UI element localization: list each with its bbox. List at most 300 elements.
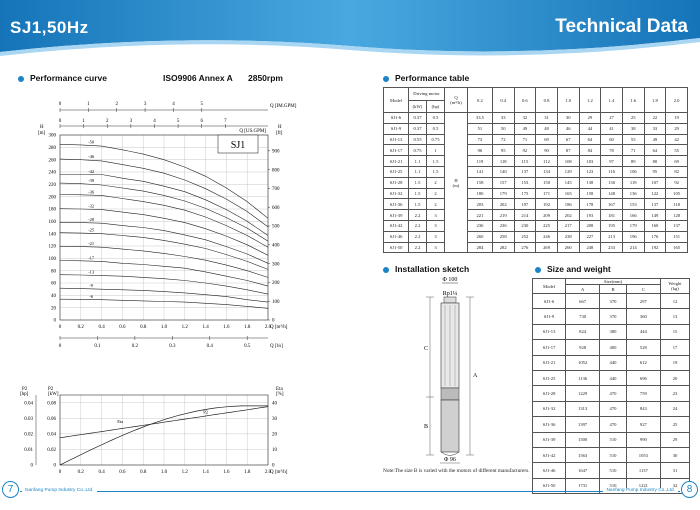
kw-cell: 0.37 <box>409 113 427 124</box>
table-row <box>384 199 688 210</box>
head-value-cell: 73 <box>468 134 493 145</box>
head-value-cell: 193 <box>579 210 601 221</box>
hp-cell: 1.5 <box>427 156 445 167</box>
size-a-cell: 928 <box>566 340 600 355</box>
head-value-cell: 49 <box>644 134 666 145</box>
kw-cell: 2.2 <box>409 210 427 221</box>
p2-kw-label: P2 <box>48 387 54 392</box>
hp-cell: 0.5 <box>427 113 445 124</box>
hp-cell: 2 <box>427 199 445 210</box>
head-value-cell: 148 <box>601 188 623 199</box>
size-model-cell: SJ1-50 <box>533 478 566 493</box>
head-value-cell: 95 <box>644 166 666 177</box>
size-a-cell: 824 <box>566 324 600 339</box>
col-a: A <box>566 285 600 294</box>
col-motor: Driving motor <box>409 88 445 101</box>
head-value-cell: 129 <box>557 166 579 177</box>
size-a-cell: 1229 <box>566 386 600 401</box>
head-value-cell: 176 <box>644 231 666 242</box>
size-w-cell: 24 <box>661 401 690 416</box>
bottom-axis2-tick: 0.4 <box>206 344 213 349</box>
kw-cell: 1.5 <box>409 177 427 188</box>
col-c: C <box>626 285 660 294</box>
kw-cell: 1.5 <box>409 199 427 210</box>
head-value-cell: 29 <box>579 113 601 124</box>
bottom-axis1-tick: 0.2 <box>77 325 84 330</box>
head-value-cell: 209 <box>536 210 558 221</box>
size-b-cell: 400 <box>600 340 627 355</box>
table-header-row <box>384 88 688 101</box>
kw-cell: 1.1 <box>409 166 427 177</box>
table-row <box>533 417 690 432</box>
size-c-cell: 927 <box>626 417 660 432</box>
curve-label: -13 <box>88 269 95 275</box>
kw-cell: 1.5 <box>409 188 427 199</box>
head-value-cell: 42 <box>666 134 688 145</box>
size-a-cell: 1500 <box>566 432 600 447</box>
col-model: Model <box>384 88 409 113</box>
size-model-cell: SJ1-42 <box>533 447 566 462</box>
head-value-cell: 165 <box>666 242 688 253</box>
top-diameter-label: Φ 100 <box>442 277 458 283</box>
head-value-cell: 51 <box>468 123 493 134</box>
model-cell: SJ1-9 <box>384 123 409 134</box>
size-a-cell: 1136 <box>566 370 600 385</box>
size-w-cell: 31 <box>661 463 690 478</box>
head-value-cell: 33 <box>644 123 666 134</box>
size-a-cell: 1731 <box>566 478 600 493</box>
left-axis-tick: 180 <box>48 207 56 213</box>
head-value-cell: 33 <box>492 113 514 124</box>
head-value-cell: 221 <box>468 210 493 221</box>
model-label: SJ1 <box>230 140 246 151</box>
size-w-cell: 30 <box>661 447 690 462</box>
head-value-cell: 150 <box>536 177 558 188</box>
right-axis-tick: 400 <box>272 243 280 249</box>
size-model-cell: SJ1-36 <box>533 417 566 432</box>
size-w-cell: 13 <box>661 309 690 324</box>
hp-cell: 1 <box>427 145 445 156</box>
head-value-cell: 22 <box>644 113 666 124</box>
size-b-cell: 470 <box>600 386 627 401</box>
right-axis-unit: [ft] <box>276 131 283 136</box>
kw-cell: 2.2 <box>409 231 427 242</box>
head-value-cell: 119 <box>622 177 644 188</box>
size-b-cell: 440 <box>600 355 627 370</box>
table-row <box>533 447 690 462</box>
power-chart-grid <box>36 395 268 465</box>
eta-tick: 0 <box>272 463 275 469</box>
power-bottom-tick: 0.8 <box>140 470 147 475</box>
power-bottom-tick: 0.2 <box>77 470 84 475</box>
head-value-cell: 69 <box>666 156 688 167</box>
table-row <box>533 432 690 447</box>
size-a-cell: 667 <box>566 294 600 309</box>
table-row <box>384 123 688 134</box>
power-bottom-tick: 0.4 <box>98 470 105 475</box>
left-axis-tick: 160 <box>48 220 56 226</box>
eta-unit: [%] <box>276 392 284 397</box>
left-axis-tick: 60 <box>51 281 56 287</box>
bottom-axis1-tick: 1.2 <box>181 325 188 330</box>
top-axis1-tick: 0 <box>58 102 62 107</box>
p2-hp-tick: 0 <box>30 463 33 469</box>
head-value-cell: 160 <box>644 220 666 231</box>
table-row <box>384 242 688 253</box>
head-value-cell: 31 <box>536 113 558 124</box>
size-b-cell: 370 <box>600 309 627 324</box>
kw-cell: 2.2 <box>409 242 427 253</box>
head-value-cell: 227 <box>579 231 601 242</box>
head-value-cell: 50 <box>492 123 514 134</box>
power-bottom-tick: 0 <box>58 470 62 475</box>
bullet-icon <box>383 267 389 273</box>
hp-cell: 3 <box>427 242 445 253</box>
head-value-cell: 78 <box>601 145 623 156</box>
right-axis-tick: 300 <box>272 262 280 268</box>
curve-label: -50 <box>88 139 95 145</box>
p2-hp-tick: 0.04 <box>24 401 33 407</box>
footer-company-left: Nanfang Pump Industry Co.,Ltd. <box>22 488 97 493</box>
head-value-cell: 260 <box>557 242 579 253</box>
model-cell: SJ1-6 <box>384 113 409 124</box>
model-cell: SJ1-39 <box>384 210 409 221</box>
head-value-cell: 236 <box>468 220 493 231</box>
head-value-cell: 107 <box>644 177 666 188</box>
size-c-cell: 297 <box>626 294 660 309</box>
q-value-header: 1.0 <box>557 88 579 113</box>
curve-label: -28 <box>88 217 95 223</box>
top-axis2-label: Q [US.GPM] <box>239 129 266 134</box>
size-model-cell: SJ1-6 <box>533 294 566 309</box>
top-axis1-tick: 1 <box>87 102 90 107</box>
head-value-cell: 149 <box>644 210 666 221</box>
left-axis-tick: 80 <box>51 269 56 275</box>
size-c-cell: 528 <box>626 340 660 355</box>
right-axis-tick: 500 <box>272 224 280 230</box>
kw-cell: 0.37 <box>409 123 427 134</box>
head-value-cell: 97 <box>601 156 623 167</box>
head-value-cell: 82 <box>666 166 688 177</box>
top-axis2-tick: 7 <box>224 119 227 124</box>
head-value-cell: 217 <box>557 220 579 231</box>
note-text: Note:The size B is varied with the motors of different manufacturers. <box>383 468 530 474</box>
bottom-axis2-tick: 0.5 <box>244 344 251 349</box>
eta-tick: 10 <box>272 448 277 454</box>
hp-cell: 0.5 <box>427 123 445 134</box>
head-value-cell: 41 <box>601 123 623 134</box>
head-value-cell: 69 <box>536 134 558 145</box>
head-value-cell: 136 <box>622 188 644 199</box>
head-value-cell: 60 <box>601 134 623 145</box>
size-c-cell: 696 <box>626 370 660 385</box>
left-axis-tick: 0 <box>53 318 56 324</box>
curve-label: -6 <box>89 293 94 299</box>
power-bottom-tick: 1.8 <box>244 470 251 475</box>
head-value-cell: 106 <box>622 166 644 177</box>
q-value-header: 0.8 <box>536 88 558 113</box>
left-axis-tick: 300 <box>48 133 56 139</box>
motor-shape <box>441 400 459 452</box>
size-model-cell: SJ1-46 <box>533 463 566 478</box>
size-weight-heading: Size and weight <box>535 264 611 274</box>
bullet-icon <box>535 267 541 273</box>
head-value-cell: 27 <box>601 113 623 124</box>
footer-company-right: Nanfang Pump Industry Co.,Ltd. <box>603 488 678 493</box>
table-row <box>533 463 690 478</box>
eta-tick: 40 <box>272 401 277 407</box>
size-w-cell: 12 <box>661 294 690 309</box>
power-bottom-tick: 1.2 <box>181 470 188 475</box>
model-cell: SJ1-42 <box>384 220 409 231</box>
right-axis-tick: 700 <box>272 187 280 193</box>
head-value-cell: 119 <box>468 156 493 167</box>
bottom-axis1-label: Q [m³/h] <box>270 325 288 330</box>
left-axis-tick: 200 <box>48 195 56 201</box>
col-hp: (hp) <box>427 100 445 113</box>
head-value-cell: 238 <box>557 231 579 242</box>
table-row <box>533 309 690 324</box>
page-title: SJ1,50Hz <box>10 18 89 37</box>
head-value-cell: 112 <box>536 156 558 167</box>
head-value-cell: 179 <box>492 188 514 199</box>
bottom-axis2-tick: 0.2 <box>131 344 139 349</box>
bullet-icon <box>18 76 24 82</box>
head-value-cell: 151 <box>666 231 688 242</box>
head-value-cell: 166 <box>622 210 644 221</box>
size-a-cell: 730 <box>566 309 600 324</box>
curve-label: -21 <box>88 241 95 247</box>
head-value-cell: 180 <box>468 188 493 199</box>
head-value-cell: 167 <box>601 199 623 210</box>
performance-table <box>383 87 688 253</box>
top-axis1-tick: 5 <box>200 102 204 107</box>
col-size: Size(mm) <box>566 279 661 285</box>
q-value-header: 1.6 <box>622 88 644 113</box>
section-title: Technical Data <box>555 16 688 37</box>
head-value-cell: 80 <box>644 156 666 167</box>
curve-label: -25 <box>88 227 95 233</box>
page-header <box>0 0 700 62</box>
head-value-cell: 141 <box>468 166 493 177</box>
table-row <box>384 166 688 177</box>
head-value-cell: 181 <box>601 210 623 221</box>
head-value-cell: 44 <box>579 123 601 134</box>
q-value-header: 1.4 <box>601 88 623 113</box>
head-value-cell: 72 <box>492 134 514 145</box>
size-model-cell: SJ1-28 <box>533 386 566 401</box>
p2-kw-tick: 0.04 <box>47 432 56 438</box>
bottom-diameter-label: Φ 96 <box>444 457 456 463</box>
p2-hp-tick: 0.02 <box>24 432 33 438</box>
head-value-cell: 92 <box>514 145 536 156</box>
head-value-cell: 38 <box>622 123 644 134</box>
table-row <box>533 355 690 370</box>
size-a-cell: 1052 <box>566 355 600 370</box>
size-c-cell: 1221 <box>626 478 660 493</box>
table-row <box>533 324 690 339</box>
q-value-header: 2.0 <box>666 88 688 113</box>
page-number-right: 8 <box>681 481 698 498</box>
outlet-shape <box>444 297 456 303</box>
top-axis2-tick: 4 <box>153 119 156 124</box>
head-value-cell: 67 <box>557 134 579 145</box>
eta-label: Eta <box>276 387 283 392</box>
eta-curve-label: Eta <box>117 419 124 424</box>
size-model-cell: SJ1-17 <box>533 340 566 355</box>
bottom-axis2-label: Q [l/s] <box>270 344 283 349</box>
performance-table-heading: Performance table <box>383 73 469 83</box>
model-cell: SJ1-25 <box>384 166 409 177</box>
left-axis-unit: [m] <box>38 131 46 136</box>
head-value-cell: 208 <box>579 220 601 231</box>
size-b-cell: 510 <box>600 432 627 447</box>
head-value-cell: 246 <box>536 231 558 242</box>
q-value-header: 0.4 <box>492 88 514 113</box>
col-q: Q (m³/h) <box>445 88 468 113</box>
head-value-cell: 71 <box>622 145 644 156</box>
head-value-cell: 96 <box>468 145 493 156</box>
head-value-cell: 252 <box>514 231 536 242</box>
head-value-cell: 175 <box>514 188 536 199</box>
head-value-cell: 192 <box>644 242 666 253</box>
p2-kw-tick: 0.08 <box>47 401 56 407</box>
bottom-axis1-tick: 0.4 <box>98 325 105 330</box>
curve-label: -9 <box>89 283 94 289</box>
model-cell: SJ1-13 <box>384 134 409 145</box>
head-value-cell: 158 <box>579 188 601 199</box>
dimension-b-label: B <box>424 424 429 430</box>
head-value-cell: 195 <box>601 220 623 231</box>
head-value-cell: 55 <box>666 145 688 156</box>
top-axis2-tick: 2 <box>105 119 109 124</box>
model-cell: SJ1-36 <box>384 199 409 210</box>
size-b-cell: 440 <box>600 370 627 385</box>
p2-hp-unit: [hp] <box>20 392 29 397</box>
right-axis-tick: 900 <box>272 149 280 155</box>
installation-sketch <box>390 275 510 470</box>
hp-cell: 3 <box>427 210 445 221</box>
p2-kw-tick: 0.02 <box>47 448 56 454</box>
power-efficiency-chart <box>20 370 320 488</box>
table-row <box>533 294 690 309</box>
table-row <box>533 386 690 401</box>
head-value-cell: 153 <box>514 177 536 188</box>
p2-kw-tick: 0.06 <box>47 417 56 423</box>
footer-divider <box>20 491 680 492</box>
curve-label: -42 <box>88 168 95 174</box>
head-value-cell: 192 <box>536 199 558 210</box>
size-w-cell: 15 <box>661 324 690 339</box>
head-value-cell: 118 <box>492 156 514 167</box>
head-value-cell: 122 <box>644 188 666 199</box>
head-value-cell: 282 <box>492 242 514 253</box>
head-value-cell: 225 <box>536 220 558 231</box>
size-a-cell: 1563 <box>566 447 600 462</box>
model-cell: SJ1-50 <box>384 242 409 253</box>
top-axis1-tick: 3 <box>143 102 147 107</box>
table-row <box>384 145 688 156</box>
kw-cell: 0.55 <box>409 134 427 145</box>
q-value-header: 0.2 <box>468 88 493 113</box>
left-axis-tick: 220 <box>48 183 56 189</box>
power-bottom-tick: 2.0 <box>264 470 272 475</box>
right-axis-tick: 800 <box>272 168 280 174</box>
head-value-cell: 64 <box>579 134 601 145</box>
top-axis2-tick: 3 <box>129 119 133 124</box>
head-value-cell: 89 <box>622 156 644 167</box>
size-c-cell: 1137 <box>626 463 660 478</box>
dimension-c-label: C <box>424 346 429 352</box>
size-w-cell: 29 <box>661 432 690 447</box>
head-value-cell: 90 <box>536 145 558 156</box>
bottom-axis1-tick: 2.0 <box>264 325 272 330</box>
right-axis-tick: 0 <box>272 318 275 324</box>
power-bottom-label: Q [m³/h] <box>270 470 288 475</box>
head-value-cell: 64 <box>644 145 666 156</box>
kw-cell: 2.2 <box>409 220 427 231</box>
head-value-cell: 118 <box>666 199 688 210</box>
head-value-cell: 233 <box>601 242 623 253</box>
size-c-cell: 759 <box>626 386 660 401</box>
size-w-cell: 19 <box>661 355 690 370</box>
col-b: B <box>600 285 627 294</box>
kw-cell: 0.75 <box>409 145 427 156</box>
power-bottom-tick: 1.0 <box>160 470 168 475</box>
head-value-cell: 230 <box>514 220 536 231</box>
head-value-cell: 130 <box>601 177 623 188</box>
head-value-cell: 29 <box>666 123 688 134</box>
head-value-cell: 140 <box>492 166 514 177</box>
size-c-cell: 1053 <box>626 447 660 462</box>
left-axis-tick: 240 <box>48 170 56 176</box>
head-value-cell: 276 <box>514 242 536 253</box>
p2-hp-tick: 0.01 <box>24 448 33 454</box>
left-axis-tick: 120 <box>48 244 56 250</box>
head-value-cell: 157 <box>492 177 514 188</box>
head-value-cell: 202 <box>557 210 579 221</box>
head-value-cell: 137 <box>514 166 536 177</box>
bottom-axis2-tick: 0.1 <box>94 344 101 349</box>
left-axis-tick: 100 <box>48 257 56 263</box>
head-value-cell: 137 <box>644 199 666 210</box>
head-value-cell: 236 <box>492 220 514 231</box>
head-value-cell: 179 <box>622 220 644 231</box>
bottom-axis1-tick: 1.8 <box>244 325 251 330</box>
head-value-cell: 165 <box>557 188 579 199</box>
table-row <box>384 220 688 231</box>
size-w-cell: 25 <box>661 417 690 432</box>
table-row <box>533 340 690 355</box>
bottom-axis2-tick: 0.3 <box>169 344 176 349</box>
head-value-cell: 128 <box>666 210 688 221</box>
p2-hp-label: P2 <box>22 387 28 392</box>
head-value-cell: 87 <box>557 145 579 156</box>
size-w-cell: 20 <box>661 370 690 385</box>
table-row <box>384 156 688 167</box>
head-value-cell: 145 <box>557 177 579 188</box>
size-w-cell: 32 <box>661 478 690 493</box>
head-value-cell: 123 <box>579 166 601 177</box>
head-value-cell: 202 <box>492 199 514 210</box>
curve-label: -17 <box>88 255 95 261</box>
size-b-cell: 470 <box>600 401 627 416</box>
size-model-cell: SJ1-32 <box>533 401 566 416</box>
dimension-a-label: A <box>473 373 478 379</box>
left-axis-tick: 40 <box>51 294 56 300</box>
head-value-cell: 137 <box>666 220 688 231</box>
curve-label: -32 <box>88 203 95 209</box>
